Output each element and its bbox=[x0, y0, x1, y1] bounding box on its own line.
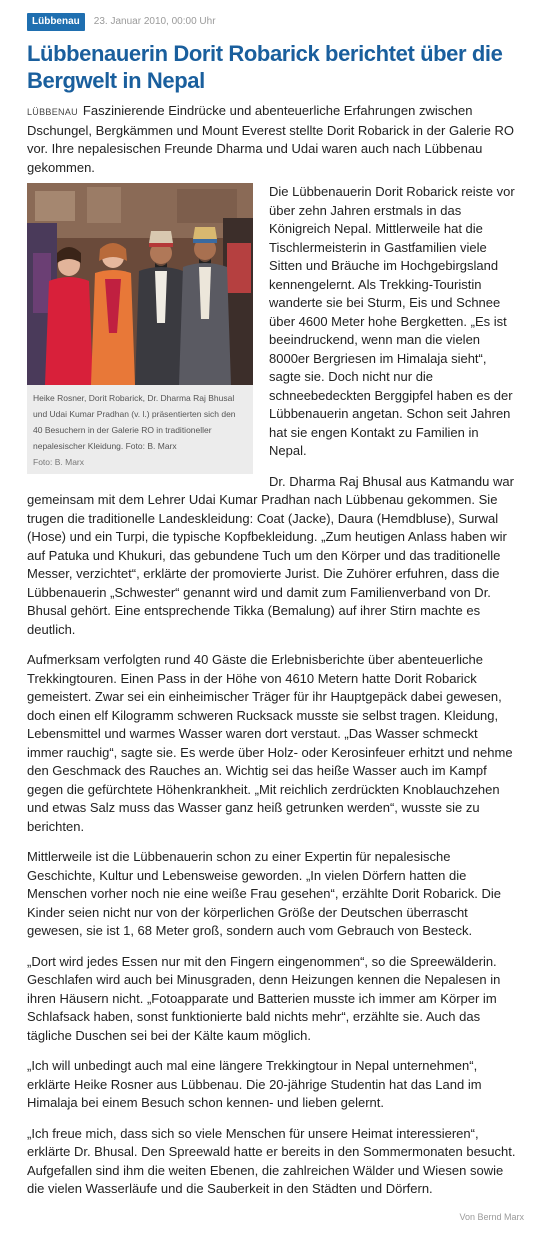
paragraph: „Ich will unbedingt auch mal eine längere Trekkingtour in Nepal unternehmen“, erklärte Heike Rosner aus Lübbenau. Die 20-jährige Studentin hat das Land im Himalaja bei einem Besuch schon kennen- und lieben gelernt. bbox=[27, 1058, 482, 1110]
paragraph: Dr. Dharma Raj Bhusal aus Katmandu war gemeinsam mit dem Lehrer Udai Kumar Pradhan nach Lübbenau gekommen. Sie trugen die traditionelle Landeskleidung: Coat (Jacke), Daura (Hemdbluse), Surwal (Hose) und ein Turpi, die typische Kopfbekleidung. „Zum heutigen Anlass haben wir auf Patuka und Khukuri, das gebundene Tuch um den Körper und das traditionelle Messer, verzichtet“, erklärte der promovierte Jurist. Die Zuhörer erfuhren, dass die Lübbenauerin „Schwester“ genannt wird und damit zum Familienverband von Dr. Bhusal gehört. Eine entsprechende Tikka (Bemalung) auf ihrer Stirn machte es deutlich. bbox=[27, 473, 514, 637]
article-photo[interactable] bbox=[27, 183, 253, 385]
author-byline: Von Bernd Marx bbox=[459, 1212, 524, 1222]
publish-date: 23. Januar 2010, 00:00 Uhr bbox=[93, 16, 216, 27]
article-meta bbox=[27, 12, 517, 31]
lead-text: Faszinierende Eindrücke und abenteuerliche Erfahrungen zwischen Dschungel, Bergkämmen und Mount Everest stellte Dorit Robarick in der Galerie RO vor. Ihre nepalesischen Freunde Dharma und Udai waren auch nach Lübbenau gekommen. bbox=[27, 103, 514, 175]
dateline-location: LÜBBENAU bbox=[27, 107, 78, 117]
article-headline: Lübbenauerin Dorit Robarick berichtet über die Bergwelt in Nepal bbox=[27, 41, 503, 93]
article-lead bbox=[27, 102, 517, 177]
article-figure bbox=[27, 183, 253, 474]
paragraph: Die Lübbenauerin Dorit Robarick reiste vor über zehn Jahren erstmals in das Königreich Nepal. Mittlerweile hat die Tischlermeisterin in Gastfamilien viele Sitten und Bräuche im Hochgebirgsland kennengelernt. Als Trekking-Touristin wanderte sie bei Sturm, Eis und Schnee über 4600 Meter hohe Bergketten. „Es ist beeindruckend, wenn man die vielen 8000er Bergriesen im Himalaja sieht“, sagte sie. Doch nicht nur die schneebedeckten Berggipfel haben es der Lübbenauerin angetan. Schon seit Jahren hat sie engen Kontakt zu Familien in Nepal. bbox=[269, 184, 515, 458]
article-body bbox=[27, 102, 517, 1199]
photo-caption: Heike Rosner, Dorit Robarick, Dr. Dharma Raj Bhusal und Udai Kumar Pradhan (v. l.) präsentierten sich den 40 Besuchern in der Galerie RO in traditioneller nepalesischer Kleidung. Foto: B. Marx bbox=[33, 393, 236, 451]
category-badge[interactable]: Lübbenau bbox=[27, 13, 85, 31]
paragraph: Aufmerksam verfolgten rund 40 Gäste die Erlebnisberichte über abenteuerliche Trekkingtouren. Einen Pass in der Höhe von 4610 Metern hatte Dorit Robarick gemeistert. Zwar sei ein einheimischer Träger für ihr Hauptgepäck dabei gewesen, doch einen elf Kilogramm schweren Rucksack musste sie selbst tragen. Kleidung, Lebensmittel und warmes Wasser waren dort verstaut. „Das Wasser schmeckt immer rauchig“, sagte sie. Es werde über Holz- oder Kerosinfeuer erhitzt und nehme den Geschmack des Rauches an. Wichtig sei das heiße Wasser auch im Kampf gegen die gefürchtete Höhenkrankheit. „Mit reichlich zerdrückten Knoblauchzehen und etwas Salz muss das Wasser ganz heiß getrunken werden“, wusste sie zu berichten. bbox=[27, 652, 513, 834]
paragraph: „Ich freue mich, dass sich so viele Menschen für unsere Heimat interessieren“, erklärte Dr. Bhusal. Den Spreewald hatte er bereits in den Sommermonaten besucht. Aufgefallen sind ihm die weiten Ebenen, die zahlreichen Wälder und Wiesen sowie die vielen Wasserläufe und die Sauberkeit in den Städten und Dörfern. bbox=[27, 1125, 516, 1196]
article bbox=[27, 12, 517, 1211]
paragraph: Mittlerweile ist die Lübbenauerin schon zu einer Expertin für nepalesische Geschichte, Kultur und Lebensweise geworden. „In vielen Dörfern hatten die Menschen vorher noch nie eine weiße Frau gesehen“, erzählte Dorit Robarick. Die Kinder seien nicht nur von der körperlichen Größe der Deutschen überrascht gewesen, sie ist 1, 68 Meter groß, sondern auch vom Gebrauch von Besteck. bbox=[27, 849, 502, 938]
paragraph: „Dort wird jedes Essen nur mit den Fingern eingenommen“, so die Spreewälderin. Geschlafen wird auch bei Minusgraden, denn Heizungen kennen die Nepalesen in ihren Häusern nicht. „Fotoapparate und Batterien musste ich immer am Körper im Schlafsack haben, sonst funktionierte bald nichts mehr“, erzählte sie. Auch das tägliche Duschen sei bei der Kälte kaum möglich. bbox=[27, 953, 501, 1043]
photo-credit: Foto: B. Marx bbox=[33, 457, 85, 467]
